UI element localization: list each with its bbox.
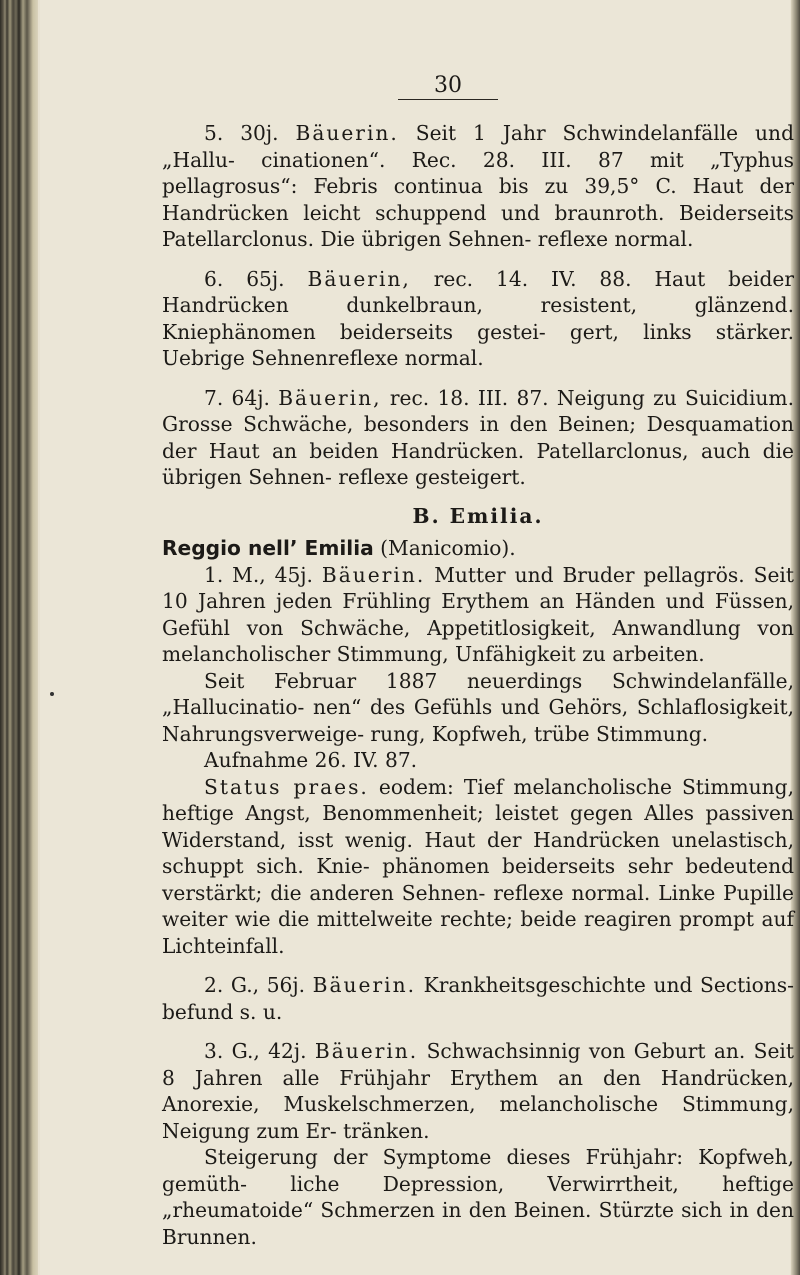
case-1-history: Seit Februar 1887 neuerdings Schwindelanfälle, „Hallucinatio- nen“ des Gefühls und Gehörs, Schlaflosigkeit, Nahrungsverweige- rung, Kopfweh, trübe Stimmung. bbox=[162, 668, 794, 746]
status-label: Status praes. bbox=[204, 774, 369, 799]
institution-name: Reggio nell’ Emilia bbox=[162, 536, 374, 560]
case-text: rec. 18. III. 87. Neigung zu Suicidium. Grosse Schwäche, besonders in den Beinen; Desquamation der Haut an beiden Handrücken. Patellarclonus, auch die übrigen Sehnen- reflexe gesteigert. bbox=[162, 385, 794, 489]
case-text: Seit 1 Jahr Schwindelanfälle und „Hallu- cinationen“. Rec. 28. III. 87 mit „Typhus pellagrosus“: Febris continua bis zu 39,5° C. Haut der Handrücken leicht schuppend und braunroth. Beiderseits Patellarclonus. Die übrigen Sehnen- reflexe normal. bbox=[162, 121, 794, 251]
page-number: 30 bbox=[398, 73, 498, 100]
body-text bbox=[162, 120, 794, 1250]
institution-type: (Manicomio). bbox=[373, 536, 516, 560]
case-lead: 7. 64j. bbox=[204, 385, 279, 410]
case-3 bbox=[162, 1038, 794, 1144]
case-1-intro bbox=[162, 562, 794, 668]
case-occupation: Bäuerin. bbox=[295, 121, 399, 145]
case-paragraph-5 bbox=[162, 120, 794, 253]
case-lead: 3. G., 42j. bbox=[204, 1039, 315, 1063]
case-occupation: Bäuerin. bbox=[321, 562, 426, 587]
case-text: rec. 14. IV. 88. Haut beider Handrücken dunkelbraun, resistent, glänzend. Kniephänomen beiderseits gestei- gert, links stärker. Uebrige Sehnenreflexe normal. bbox=[162, 266, 794, 370]
case-text: Mutter und Bruder pellagrös. Seit 10 Jahren jeden Frühling Erythem an Händen und Füssen, Gefühl von Schwäche, Appetitlosigkeit, Anwandlung von melancholischer Stimmung, Unfähigkeit zu arbeiten. bbox=[162, 562, 794, 666]
institution-heading bbox=[162, 535, 794, 562]
book-spine bbox=[0, 0, 38, 1275]
case-lead: 2. G., 56j. bbox=[204, 973, 313, 997]
case-lead: 5. 30j. bbox=[204, 121, 296, 145]
case-paragraph-6 bbox=[162, 266, 794, 372]
case-3-progression: Steigerung der Symptome dieses Frühjahr: Kopfweh, gemüth- liche Depression, Verwirrtheit, heftige „rheumatoide“ Schmerzen in den Beinen. Stürzte sich in den Brunnen. bbox=[162, 1145, 794, 1249]
case-occupation: Bäuerin, bbox=[307, 266, 411, 291]
case-1-status bbox=[162, 774, 794, 960]
case-1-admission: Aufnahme 26. IV. 87. bbox=[204, 748, 418, 772]
case-text: Schwachsinnig von Geburt an. Seit 8 Jahren alle Frühjahr Erythem an den Handrücken, Anorexie, Muskelschmerzen, melancholische Stimmung, Neigung zum Er- tränken. bbox=[162, 1039, 794, 1143]
case-occupation: Bäuerin. bbox=[314, 1039, 419, 1063]
case-2 bbox=[162, 972, 794, 1025]
case-paragraph-7 bbox=[162, 385, 794, 491]
ink-speck bbox=[50, 692, 54, 696]
case-lead: 6. 65j. bbox=[204, 266, 308, 291]
case-occupation: Bäuerin. bbox=[312, 973, 417, 997]
case-text: eodem: Tief melancholische Stimmung, heftige Angst, Benommenheit; leistet gegen Alles passiven Widerstand, isst wenig. Haut der Handrücken unelastisch, schuppt sich. Knie- phänomen beiderseits sehr bedeutend verstärkt; die anderen Sehnen- reflexe normal. Linke Pupille weiter wie die mittelweite rechte; beide reagiren prompt auf Lichteinfall. bbox=[162, 774, 794, 958]
section-heading: B. Emilia. bbox=[412, 503, 544, 528]
case-lead: 1. M., 45j. bbox=[204, 562, 322, 587]
case-occupation: Bäuerin, bbox=[278, 385, 382, 410]
case-text: Krankheitsgeschichte und Sections- befund s. u. bbox=[162, 973, 794, 1024]
